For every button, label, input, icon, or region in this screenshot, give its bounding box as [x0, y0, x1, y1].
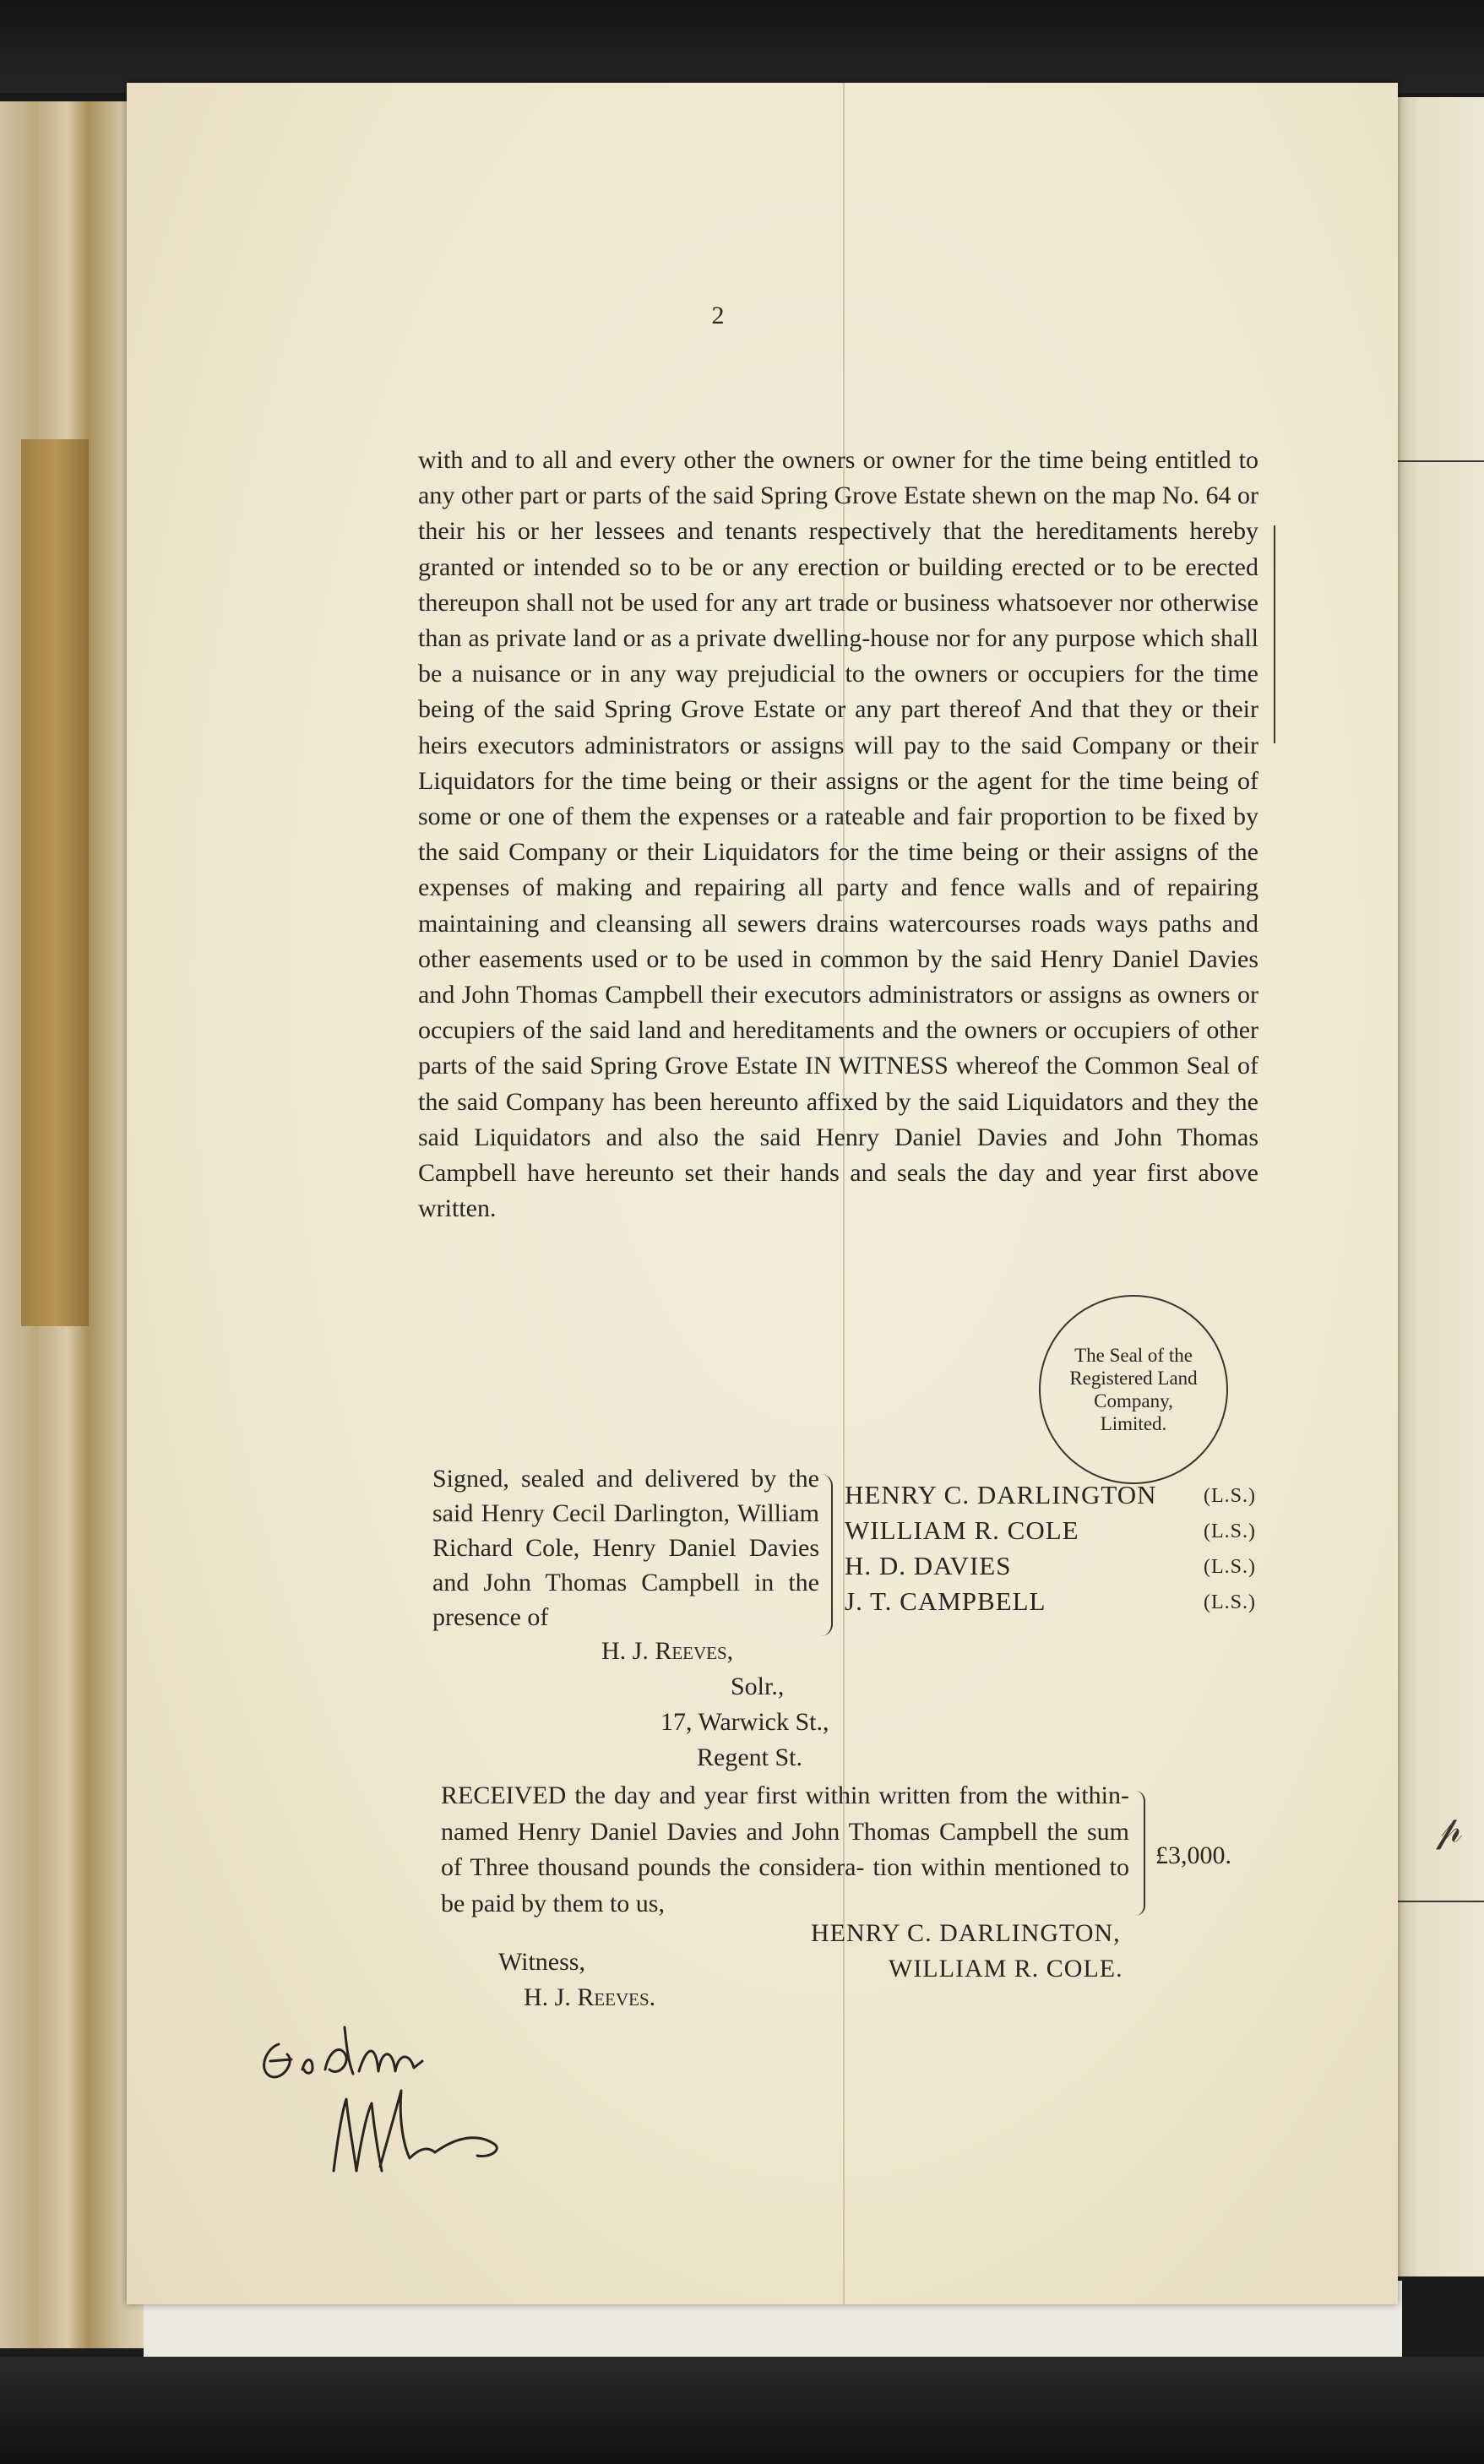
witness-detail: 17, Warwick St., — [660, 1708, 829, 1736]
seal-mark: (L.S.) — [1204, 1556, 1256, 1578]
witness-detail: Regent St. — [697, 1743, 802, 1771]
witness-detail: Solr., — [731, 1673, 785, 1700]
signer-name: HENRY C. DARLINGTON — [845, 1480, 1157, 1509]
handwritten-annotation — [253, 2010, 532, 2196]
scan-background-top — [0, 0, 1484, 93]
signer-name: J. T. CAMPBELL — [845, 1586, 1046, 1616]
seal-mark: (L.S.) — [1204, 1520, 1256, 1542]
margin-bracket-mark — [1267, 525, 1275, 743]
adjacent-page-handwritten-mark: 𝓅 — [1436, 1808, 1463, 1851]
company-seal — [1039, 1295, 1228, 1484]
seal-text: The Seal of the Registered Land Company, Limited. — [1069, 1345, 1198, 1434]
receipt-signatory: HENRY C. DARLINGTON, — [811, 1919, 1121, 1947]
scan-background-bottom — [0, 2357, 1484, 2464]
seal-mark: (L.S.) — [1204, 1591, 1256, 1613]
paper-tab-strip — [21, 439, 89, 1326]
signer-name: WILLIAM R. COLE — [845, 1515, 1079, 1545]
signer-name: H. D. DAVIES — [845, 1551, 1012, 1580]
receipt-signatory: WILLIAM R. COLE. — [889, 1955, 1123, 1983]
seal-mark: (L.S.) — [1204, 1485, 1256, 1507]
receipt-witness-label: Witness, — [498, 1948, 585, 1976]
attestation-clause: Signed, sealed and delivered by the said Henry Cecil Darlington, William Richard Cole, Henry Daniel Davies and John Thomas Campbell in the presence of — [432, 1465, 819, 1631]
adjacent-page-rule — [1394, 1901, 1484, 1902]
adjacent-page — [1392, 97, 1484, 2276]
receipt-text: RECEIVED the day and year first within written from the within-named Henry Daniel Davies and John Thomas Campbell the sum of Three thousand pounds the considera- tion within mentioned to be paid by them to us, — [441, 1781, 1129, 1917]
adjacent-page-rule — [1394, 460, 1484, 462]
witness-name: H. J. Reeves, — [601, 1637, 734, 1665]
page-number: 2 — [711, 302, 725, 329]
deed-body-text: with and to all and every other the owners or owner for the time being entitled to any other part or parts of the said Spring Grove Estate shewn on the map No. 64 or their his or her lessees and tenants respectively that the hereditaments hereby granted or intended so to be or any erection or building erected or to be erected thereupon shall not be used for any art trade or business whatsoever nor otherwise than as private land or as a private dwelling-house nor for any purpose which shall be a nuisance or in any way prejudicial to the owners or occupiers for the time being of the said Spring Grove Estate or any part thereof And that they or their heirs executors administrators or assigns will pay to the said Company or their Liquidators for the time being or their assigns or the agent for the time being of some or one of them the expenses or a rateable and fair proportion to be fixed by the said Company or their Liquidators for the time being or their assigns of the expenses of making and repairing all party and fence walls and of repairing maintaining and cleansing all sewers drains watercourses roads ways paths and other easements used or to be used in common by the said Henry Daniel Davies and John Thomas Campbell their executors administrators or assigns as owners or occupiers of the said land and hereditaments and the owners or occupiers of other parts of the said Spring Grove Estate IN WITNESS whereof the Common Seal of the said Company has been hereunto affixed by the said Liquidators and they the said Liquidators and also the said Henry Daniel Davies and John Thomas Campbell have hereunto set their hands and seals the day and year first above written. — [418, 446, 1258, 1223]
receipt-brace — [1132, 1791, 1145, 1916]
receipt-amount: £3,000. — [1155, 1841, 1231, 1869]
receipt-witness-name: H. J. Reeves. — [524, 1983, 656, 2011]
attestation-brace — [818, 1474, 833, 1636]
